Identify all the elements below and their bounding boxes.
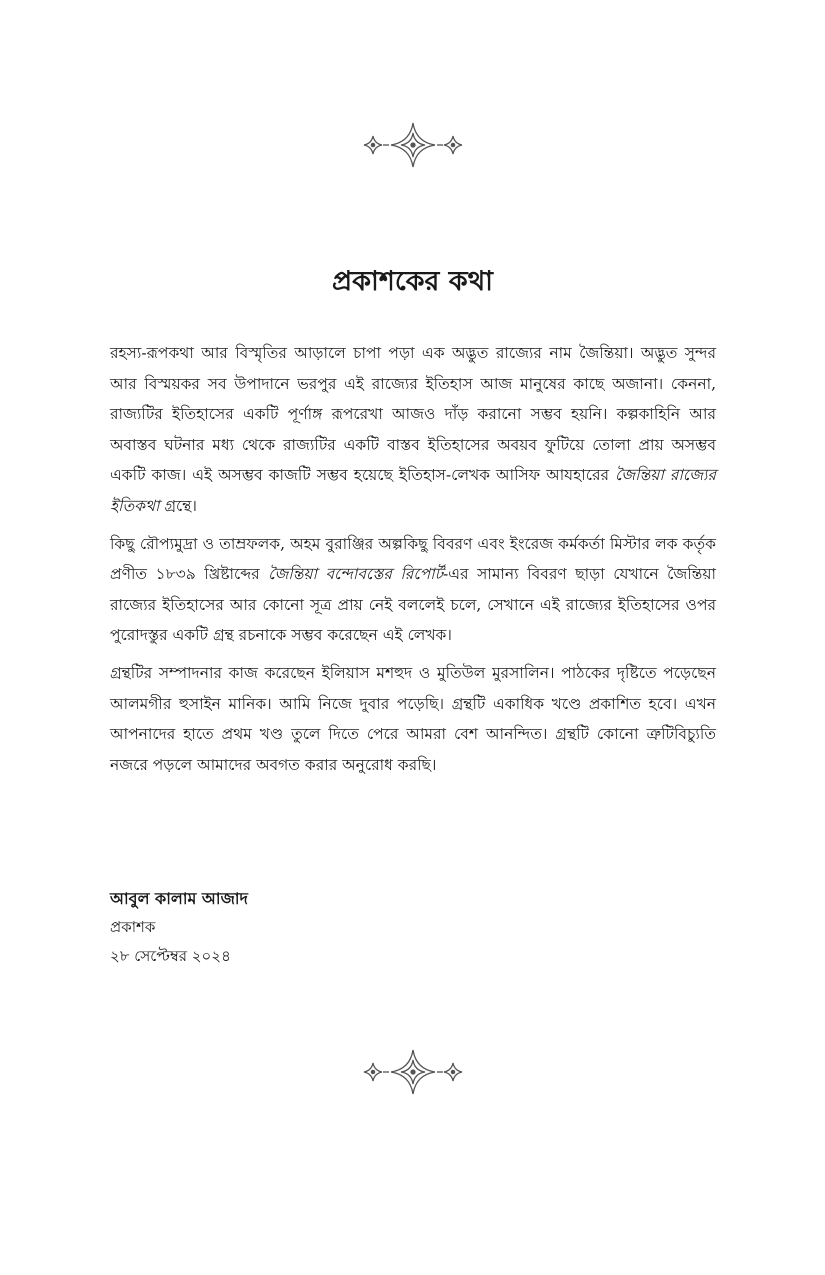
paragraph-1 bbox=[110, 338, 716, 522]
diamond-star-ornament-icon bbox=[358, 1047, 468, 1097]
bottom-ornament bbox=[0, 1047, 825, 1097]
publish-date: ২৮ সেপ্টেম্বর ২০২৪ bbox=[110, 947, 231, 965]
diamond-star-ornament-icon bbox=[358, 120, 468, 170]
book-title-italic: জৈন্তিয়া রাজ্যের ইতিকথা bbox=[110, 466, 717, 515]
publisher-name: আবুল কালাম আজাদ bbox=[110, 889, 248, 908]
paragraph-3 bbox=[110, 658, 716, 780]
publisher-note-body bbox=[110, 338, 716, 787]
paragraph-1-text: রহস্য-রূপকথা আর বিস্মৃতির আড়ালে চাপা পড়া এক অদ্ভুত রাজ্যের নাম জৈন্তিয়া। অদ্ভুত সুন্দর আর বিস্ময়কর সব উপাদানে ভরপুর এই রাজ্যের ইতিহাস আজ মানুষের কাছে অজানা। কেননা, রাজ্যটির ইতিহাসের একটি পূর্ণাঙ্গ রূপরেখা আজও দাঁড় করানো সম্ভব হয়নি। কল্পকাহিনি আর অবাস্তব ঘটনার মধ্য থেকে রাজ্যটির একটি বাস্তব ইতিহাসের অবয়ব ফুটিয়ে তোলা প্রায় অসম্ভব একটি কাজ। এই অসম্ভব কাজটি সম্ভব হয়েছে ইতিহাস-লেখক আসিফ আযহারের bbox=[110, 344, 716, 485]
paragraph-3-text: গ্রন্থটির সম্পাদনার কাজ করেছেন ইলিয়াস মশহুদ ও মুতিউল মুরসালিন। পাঠকের দৃষ্টিতে পড়েছেন আলমগীর হুসাইন মানিক। আমি নিজে দুবার পড়েছি। গ্রন্থটি একাধিক খণ্ডে প্রকাশিত হবে। এখন আপনাদের হাতে প্রথম খণ্ড তুলে দিতে পেরে আমরা বেশ আনন্দিত। গ্রন্থটি কোনো ত্রুটিবিচ্যুতি নজরে পড়লে আমাদের অবগত করার অনুরোধ করছি। bbox=[110, 663, 716, 774]
paragraph-1-end: গ্রন্থে। bbox=[159, 496, 197, 515]
paragraph-2-text: কিছু রৌপ্যমুদ্রা ও তাম্রফলক, অহম বুরাঞ্জির অল্পকিছু বিবরণ এবং ইংরেজ কর্মকর্তা মিস্টার লক কর্তৃক প্রণীত ১৮৩৯ খ্রিষ্টাব্দের bbox=[110, 534, 716, 584]
publisher-role: প্রকাশক bbox=[110, 918, 156, 936]
top-ornament bbox=[0, 120, 825, 170]
signature-block bbox=[110, 885, 510, 971]
page-title: প্রকাশকের কথা bbox=[331, 266, 494, 297]
report-title-italic: জৈন্তিয়া বন্দোবস্তের রিপোর্ট bbox=[268, 565, 444, 584]
paragraph-2 bbox=[110, 529, 716, 651]
paragraph-2-end: -এর সামান্য বিবরণ ছাড়া যেখানে জৈন্তিয়া রাজ্যের ইতিহাসের আর কোনো সূত্র প্রায় নেই বললেই চলে, সেখানে এই রাজ্যের ইতিহাসের ওপর পুরোদস্তুর একটি গ্রন্থ রচনাকে সম্ভব করেছেন এই লেখক। bbox=[110, 565, 716, 645]
